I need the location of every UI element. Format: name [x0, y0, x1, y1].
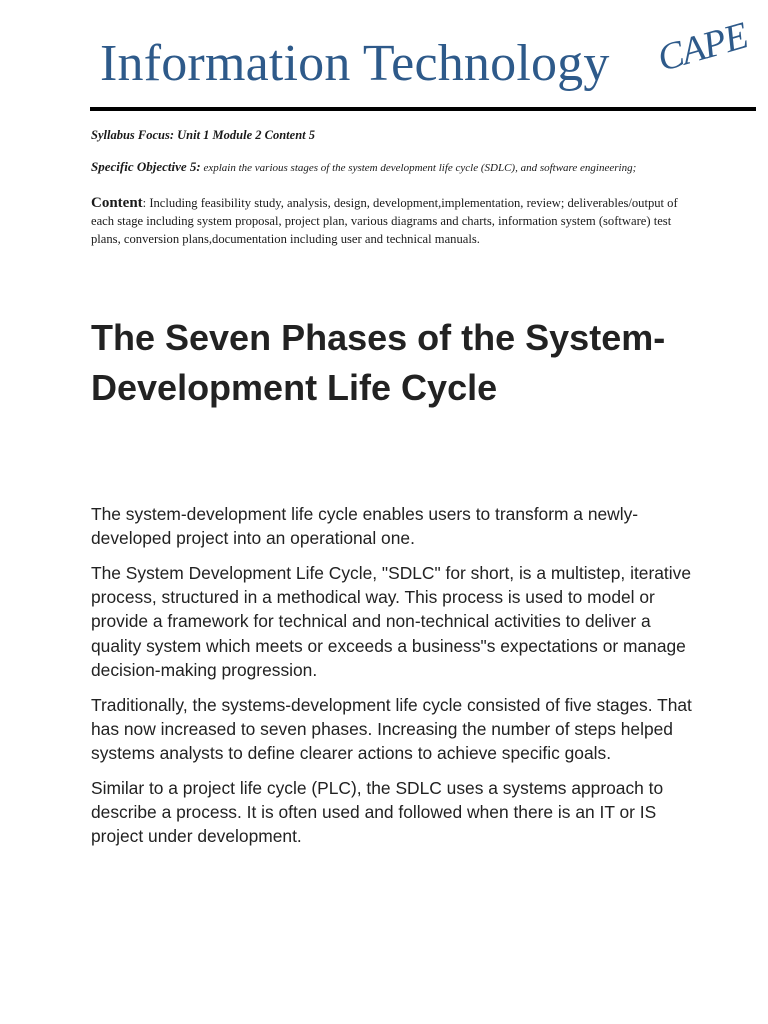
paragraph: Traditionally, the systems-development life cycle consisted of five stages. That has now increased to seven phases. Increasing the number of steps helped systems analysts to define clearer actions to achieve specific goals. [91, 694, 692, 764]
document-title: Information Technology [100, 35, 610, 92]
specific-objective-text: explain the various stages of the system development life cycle (SDLC), and software engineering; [200, 162, 637, 174]
paragraph: Similar to a project life cycle (PLC), the SDLC uses a systems approach to describe a process. It is often used and followed when there is an IT or IS project under development. [91, 777, 664, 847]
paragraph: The system-development life cycle enables users to transform a newly-developed project into an operational one. [91, 504, 639, 549]
specific-objective-label: Specific Objective 5: [91, 159, 201, 174]
content-text: : Including feasibility study, analysis, design, development,implementation, review; deliverables/output of each stage including system proposal, project plan, various diagrams and charts, information system (software) test plans, conversion plans,documentation including user and technical manuals. [91, 196, 678, 246]
article-body [91, 502, 701, 859]
specific-objective [91, 160, 681, 175]
content-label: Content [91, 195, 143, 211]
syllabus-focus: Syllabus Focus: Unit 1 Module 2 Content 5 [91, 128, 315, 142]
header-divider [90, 107, 756, 111]
paragraph: The System Development Life Cycle, "SDLC" for short, is a multistep, iterative process, structured in a methodical way. This process is used to model or provide a framework for technical and non-technical activities to deliver a quality system which meets or exceeds a business"s expectations or manage decision-making progression. [91, 563, 691, 680]
article-heading: The Seven Phases of the System-Development Life Cycle [91, 317, 666, 408]
cape-mark: CAPE [652, 14, 753, 80]
content-description [91, 194, 691, 248]
